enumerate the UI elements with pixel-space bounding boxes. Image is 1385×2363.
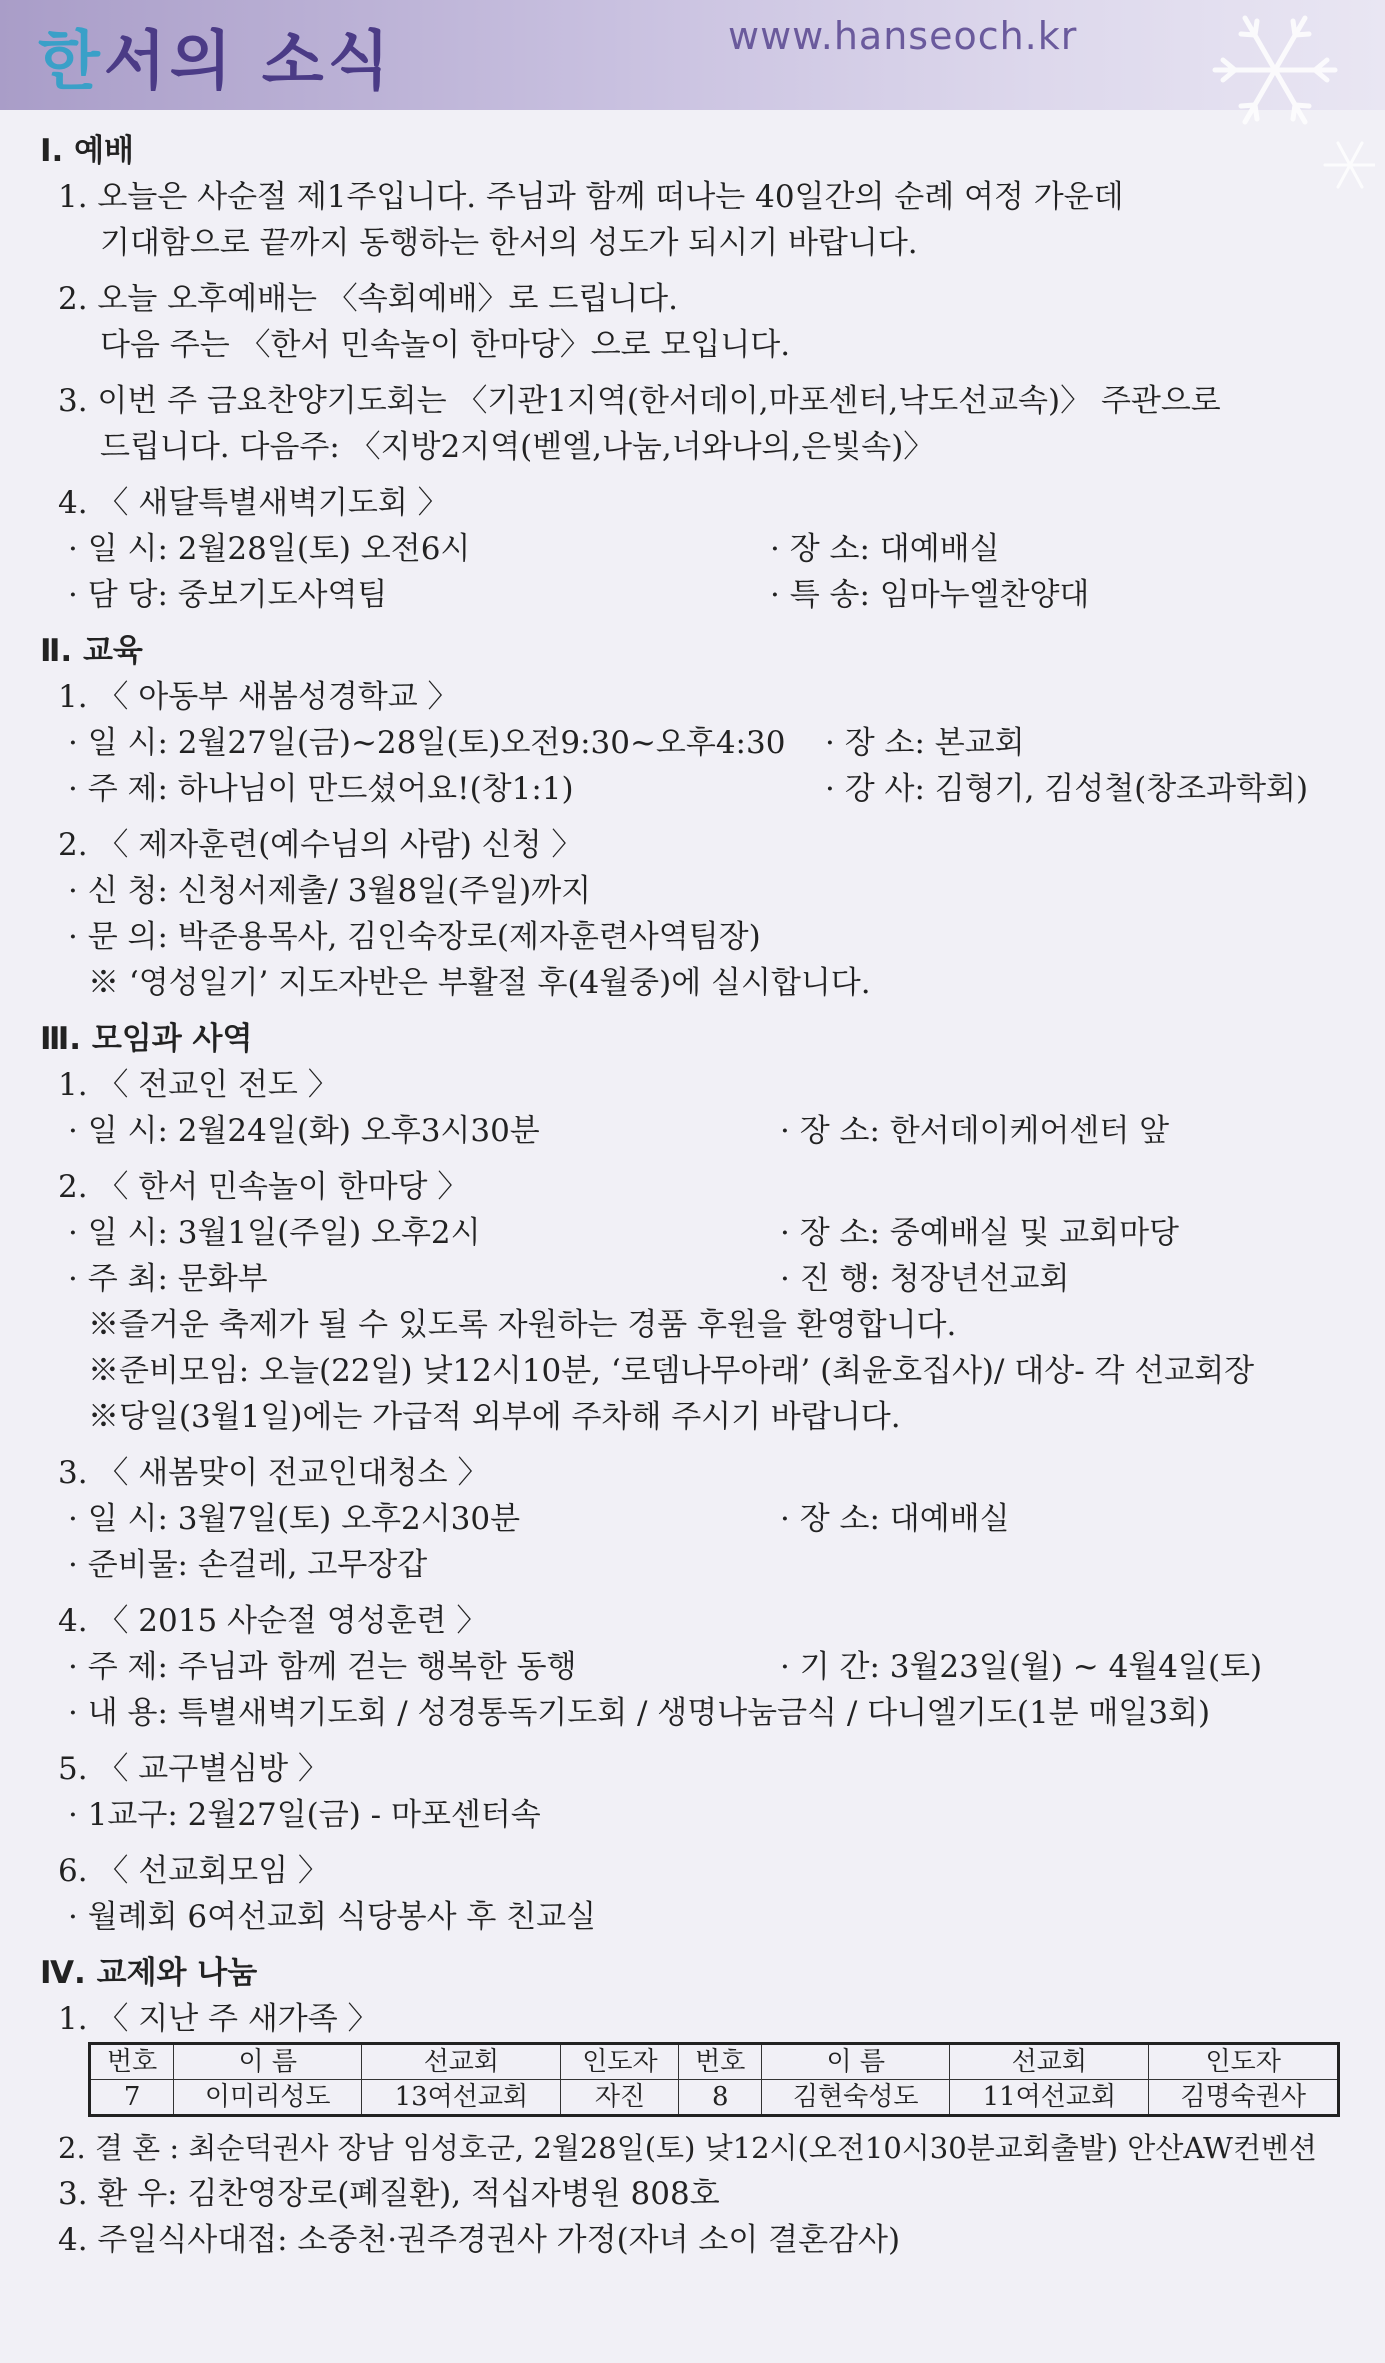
detail-row [0, 766, 1385, 812]
table-cell: 김현숙성도 [762, 2080, 950, 2116]
list-item-title: 2. 〈 제자훈련(예수님의 사람) 신청 〉 [58, 827, 583, 863]
detail-right: · 장 소: 한서데이케어센터 앞 [780, 1113, 1170, 1149]
section-worship [0, 128, 1385, 618]
table-cell: 8 [679, 2080, 762, 2116]
detail-row [0, 526, 1385, 572]
detail-row [0, 1542, 1385, 1588]
detail-row [0, 1256, 1385, 1302]
detail-row [0, 914, 1385, 960]
detail-row [0, 1108, 1385, 1154]
list-item-continued: 기대함으로 끝까지 동행하는 한서의 성도가 되시기 바랍니다. [100, 225, 918, 261]
detail-right: · 강 사: 김형기, 김성철(창조과학회) [825, 771, 1309, 807]
section-education [0, 628, 1385, 1006]
table-header-row [90, 2044, 1339, 2080]
table-header: 인도자 [1149, 2044, 1339, 2080]
list-item-title: 4. 〈 새달특별새벽기도회 〉 [58, 485, 449, 521]
list-item-title: 3. 〈 새봄맞이 전교인대청소 〉 [58, 1455, 489, 1491]
detail-left: · 주 제: 하나님이 만드셨어요!(창1:1) [68, 771, 574, 807]
detail-right: · 장 소: 본교회 [825, 725, 1025, 761]
detail-row [0, 1792, 1385, 1838]
detail-row [0, 1690, 1385, 1736]
detail-left: · 일 시: 3월7일(토) 오후2시30분 [68, 1501, 521, 1537]
website-url[interactable]: www.hanseoch.kr [728, 14, 1078, 58]
list-item-title: 2. 〈 한서 민속놀이 한마당 〉 [58, 1169, 469, 1205]
title-first-char: 한 [38, 25, 104, 99]
detail-right: · 장 소: 대예배실 [770, 531, 1000, 567]
table-header: 인도자 [561, 2044, 679, 2080]
table-header: 번호 [679, 2044, 762, 2080]
list-item-continued: 다음 주는 〈한서 민속놀이 한마당〉으로 모입니다. [100, 327, 791, 363]
newsletter-title [38, 10, 393, 102]
list-item-title: 6. 〈 선교회모임 〉 [58, 1853, 329, 1889]
detail-right: · 장 소: 중예배실 및 교회마당 [780, 1215, 1179, 1251]
section-heading: Ⅰ. 예배 [40, 133, 134, 169]
list-item: 2. 결 혼 : 최순덕권사 장남 임성호군, 2월28일(토) 낮12시(오전10시30분교회출발) 안산AW컨벤션 [58, 2131, 1317, 2165]
detail-row [0, 572, 1385, 618]
detail-left: · 내 용: 특별새벽기도회 / 성경통독기도회 / 생명나눔금식 / 다니엘기도(1분 매일3회) [68, 1695, 1211, 1731]
table-header: 번호 [90, 2044, 174, 2080]
section-heading: Ⅱ. 교육 [40, 633, 143, 669]
list-item: 1. 오늘은 사순절 제1주입니다. 주님과 함께 떠나는 40일간의 순례 여정 가운데 [58, 179, 1124, 215]
section-fellowship [0, 1950, 1385, 2263]
list-item-title: 4. 〈 2015 사순절 영성훈련 〉 [58, 1603, 488, 1639]
detail-left: · 담 당: 중보기도사역팀 [68, 577, 388, 613]
table-cell: 13여선교회 [362, 2080, 561, 2116]
list-item: 3. 환 우: 김찬영장로(폐질환), 적십자병원 808호 [58, 2176, 720, 2212]
detail-left: · 일 시: 2월28일(토) 오전6시 [68, 531, 471, 567]
table-cell: 7 [90, 2080, 174, 2116]
new-family-table [88, 2042, 1340, 2117]
detail-left: · 일 시: 2월24일(화) 오후3시30분 [68, 1113, 540, 1149]
list-item: 2. 오늘 오후예배는 〈속회예배〉로 드립니다. [58, 281, 678, 317]
detail-row [0, 1894, 1385, 1940]
note: ※ ‘영성일기’ 지도자반은 부활절 후(4월중)에 실시합니다. [88, 965, 871, 1001]
detail-row [0, 1496, 1385, 1542]
newsletter-body [0, 128, 1385, 2263]
detail-row [0, 1210, 1385, 1256]
table-header: 이 름 [174, 2044, 362, 2080]
table-cell: 자진 [561, 2080, 679, 2116]
table-header: 이 름 [762, 2044, 950, 2080]
detail-right: · 기 간: 3월23일(월) ~ 4월4일(토) [780, 1649, 1263, 1685]
note: ※당일(3월1일)에는 가급적 외부에 주차해 주시기 바랍니다. [88, 1399, 901, 1435]
detail-left: · 월례회 6여선교회 식당봉사 후 친교실 [68, 1899, 597, 1935]
section-gatherings [0, 1016, 1385, 1940]
section-heading: Ⅳ. 교제와 나눔 [40, 1955, 258, 1991]
detail-left: · 주 제: 주님과 함께 걷는 행복한 동행 [68, 1649, 577, 1685]
table-cell: 김명숙권사 [1149, 2080, 1339, 2116]
list-item-continued: 드립니다. 다음주: 〈지방2지역(벧엘,나눔,너와나의,은빛속)〉 [100, 429, 935, 465]
detail-left: · 주 최: 문화부 [68, 1261, 268, 1297]
table-header: 선교회 [950, 2044, 1149, 2080]
title-rest: 서의 소식 [103, 25, 394, 99]
list-item-title: 1. 〈 지난 주 새가족 〉 [58, 2001, 379, 2037]
detail-row [0, 720, 1385, 766]
table-cell: 11여선교회 [950, 2080, 1149, 2116]
detail-right: · 장 소: 대예배실 [780, 1501, 1010, 1537]
detail-left: · 신 청: 신청서제출/ 3월8일(주일)까지 [68, 873, 592, 909]
list-item: 4. 주일식사대접: 소중천·권주경권사 가정(자녀 소이 결혼감사) [58, 2222, 901, 2258]
detail-right: · 진 행: 청장년선교회 [780, 1261, 1070, 1297]
table-row [90, 2080, 1339, 2116]
list-item-title: 5. 〈 교구별심방 〉 [58, 1751, 329, 1787]
note: ※준비모임: 오늘(22일) 낮12시10분, ‘로뎀나무아래’ (최윤호집사)/ 대상- 각 선교회장 [88, 1353, 1255, 1389]
detail-left: · 일 시: 2월27일(금)~28일(토)오전9:30~오후4:30 [68, 725, 786, 761]
detail-row [0, 1644, 1385, 1690]
list-item-title: 1. 〈 아동부 새봄성경학교 〉 [58, 679, 459, 715]
table-header: 선교회 [362, 2044, 561, 2080]
detail-left: · 준비물: 손걸레, 고무장갑 [68, 1547, 428, 1583]
list-item-title: 1. 〈 전교인 전도 〉 [58, 1067, 339, 1103]
table-cell: 이미리성도 [174, 2080, 362, 2116]
detail-left: · 일 시: 3월1일(주일) 오후2시 [68, 1215, 481, 1251]
detail-right: · 특 송: 임마누엘찬양대 [770, 577, 1090, 613]
detail-row [0, 868, 1385, 914]
section-heading: Ⅲ. 모임과 사역 [40, 1021, 253, 1057]
list-item: 3. 이번 주 금요찬양기도회는 〈기관1지역(한서데이,마포센터,낙도선교속)〉 주관으로 [58, 383, 1221, 419]
detail-left: · 문 의: 박준용목사, 김인숙장로(제자훈련사역팀장) [68, 919, 761, 955]
detail-left: · 1교구: 2월27일(금) - 마포센터속 [68, 1797, 541, 1833]
note: ※즐거운 축제가 될 수 있도록 자원하는 경품 후원을 환영합니다. [88, 1307, 957, 1343]
